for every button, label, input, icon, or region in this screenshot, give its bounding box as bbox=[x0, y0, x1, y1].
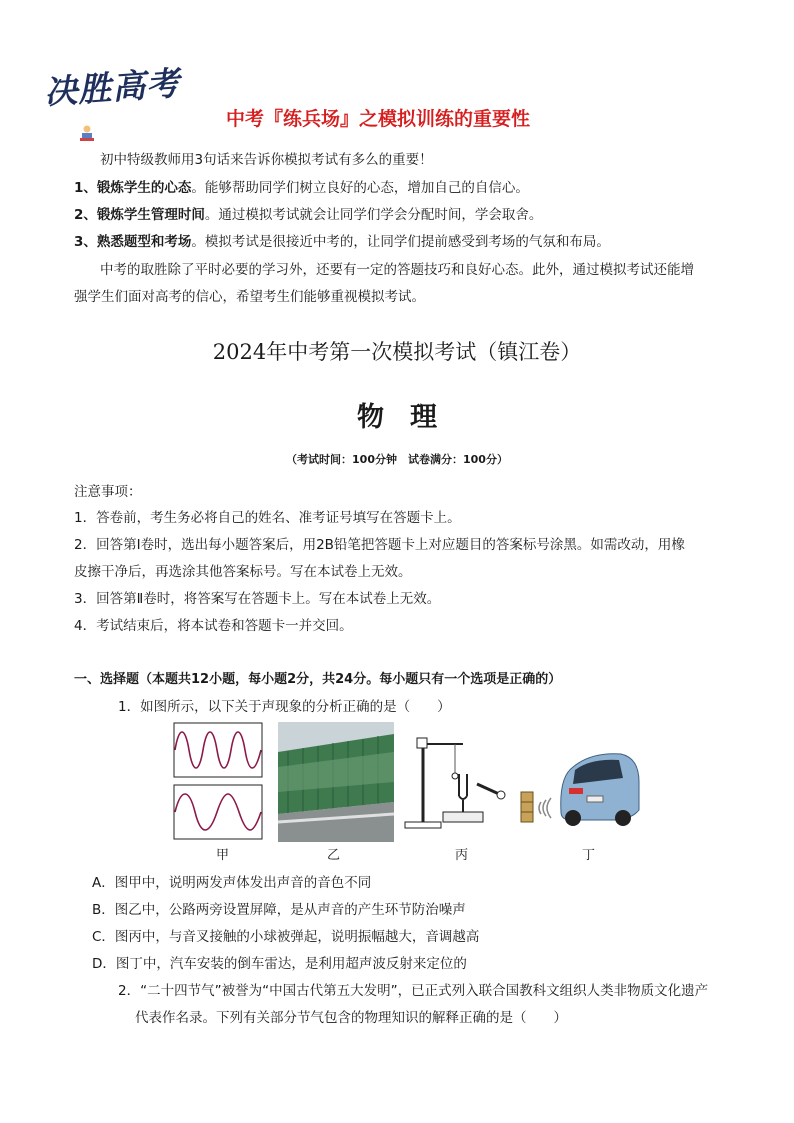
note-item: 4．考试结束后，将本试卷和答题卡一并交回。 bbox=[74, 618, 353, 634]
figure-waveforms bbox=[173, 722, 263, 842]
point-num: 1、 bbox=[74, 180, 97, 196]
figure-noise-barrier bbox=[278, 722, 394, 842]
intro-closing-line-1: 中考的取胜除了平时必要的学习外，还要有一定的答题技巧和良好心态。此外，通过模拟考试还能增 bbox=[100, 262, 694, 278]
option-a: A．图甲中，说明两发声体发出声音的音色不同 bbox=[92, 875, 372, 891]
notes-heading: 注意事项： bbox=[74, 484, 142, 500]
point-bold: 锻炼学生管理时间 bbox=[96, 207, 205, 223]
figure-reversing-car bbox=[511, 722, 641, 832]
note-item: 皮擦干净后，再选涂其他答案标号。写在本试卷上无效。 bbox=[74, 564, 412, 580]
intro-point-3 bbox=[74, 232, 610, 252]
point-text: 。能够帮助同学们树立良好的心态，增加自己的自信心。 bbox=[191, 180, 529, 196]
point-num: 3、 bbox=[74, 234, 97, 250]
brand-logo bbox=[42, 62, 182, 146]
figure-label-yi: 乙 bbox=[327, 848, 341, 863]
point-num: 2、 bbox=[74, 207, 97, 223]
figure-label-bing: 丙 bbox=[455, 848, 469, 863]
question-1-stem: 1．如图所示，以下关于声现象的分析正确的是（ ） bbox=[118, 699, 451, 715]
point-text: 。模拟考试是很接近中考的，让同学们提前感受到考场的气氛和布局。 bbox=[191, 234, 610, 250]
question-2-line-2: 代表作名录。下列有关部分节气包含的物理知识的解释正确的是（ ） bbox=[135, 1010, 567, 1026]
logo-text: 决胜高考 bbox=[42, 63, 182, 112]
point-text: 。通过模拟考试就会让同学们学会分配时间，学会取舍。 bbox=[204, 207, 543, 223]
page-headline: 中考『练兵场』之模拟训练的重要性 bbox=[226, 108, 531, 130]
question-1-figures bbox=[171, 722, 641, 842]
option-b: B．图乙中，公路两旁设置屏障，是从声音的产生环节防治噪声 bbox=[92, 902, 466, 918]
point-bold: 锻炼学生的心态 bbox=[96, 180, 192, 196]
point-bold: 熟悉题型和考场 bbox=[96, 234, 192, 250]
option-d: D．图丁中，汽车安装的倒车雷达，是利用超声波反射来定位的 bbox=[92, 956, 467, 972]
exam-title: 2024年中考第一次模拟考试（镇江卷） bbox=[212, 340, 582, 364]
question-2-line-1: 2．“二十四节气”被誉为“中国古代第五大发明”，已正式列入联合国教科文组织人类非物质文化遗产 bbox=[118, 983, 709, 999]
figure-label-ding: 丁 bbox=[582, 848, 596, 863]
note-item: 3．回答第Ⅱ卷时，将答案写在答题卡上。写在本试卷上无效。 bbox=[74, 591, 441, 607]
student-figure-icon bbox=[78, 124, 96, 142]
intro-lead: 初中特级教师用3句话来告诉你模拟考试有多么的重要！ bbox=[100, 152, 433, 168]
note-item: 1．答卷前，考生务必将自己的姓名、准考证号填写在答题卡上。 bbox=[74, 510, 461, 526]
option-c: C．图丙中，与音叉接触的小球被弹起，说明振幅越大，音调越高 bbox=[92, 929, 480, 945]
intro-point-1 bbox=[74, 178, 529, 198]
section-heading: 一、选择题（本题共12小题，每小题2分，共24分。每小题只有一个选项是正确的） bbox=[74, 672, 562, 687]
exam-subject: 物理 bbox=[357, 402, 463, 433]
figure-tuning-fork bbox=[403, 734, 513, 834]
exam-info: （考试时间：100分钟 试卷满分：100分） bbox=[286, 453, 508, 466]
intro-closing-line-2: 强学生们面对高考的信心，希望考生们能够重视模拟考试。 bbox=[74, 289, 425, 305]
figure-label-jia: 甲 bbox=[216, 848, 230, 863]
intro-point-2 bbox=[74, 205, 542, 225]
note-item: 2．回答第Ⅰ卷时，选出每小题答案后，用2B铅笔把答题卡上对应题目的答案标号涂黑。如需改动，用橡 bbox=[74, 537, 685, 553]
